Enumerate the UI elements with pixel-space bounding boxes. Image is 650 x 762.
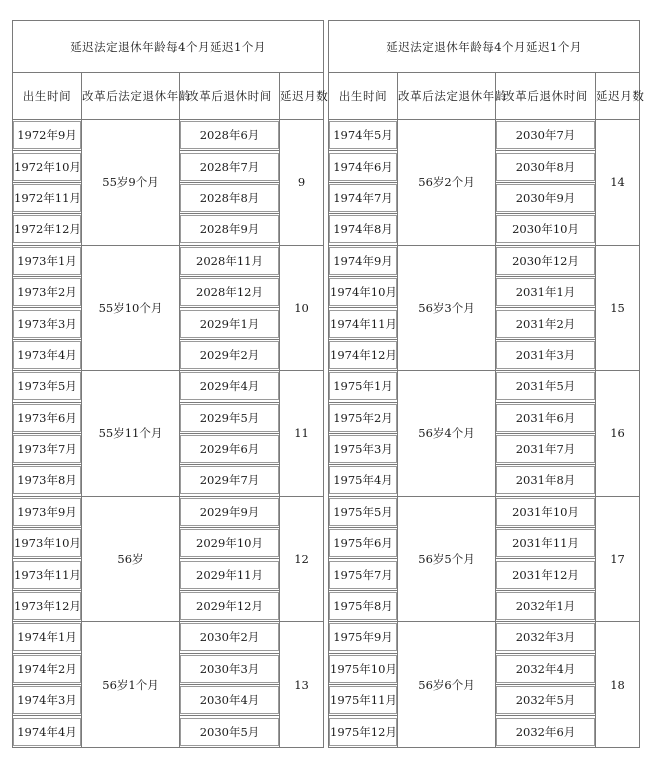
birth-cell bbox=[329, 528, 398, 559]
birth-cell bbox=[329, 214, 398, 245]
retire-cell bbox=[496, 402, 596, 433]
column-header: 改革后退休时间 bbox=[180, 73, 280, 120]
column-header: 出生时间 bbox=[13, 73, 82, 120]
retire-cell bbox=[496, 371, 596, 402]
birth-time: 1975年12月 bbox=[329, 718, 397, 746]
birth-time: 1974年8月 bbox=[329, 215, 397, 243]
birth-time: 1973年9月 bbox=[13, 498, 81, 526]
birth-cell bbox=[13, 371, 82, 402]
retirement-age: 56岁1个月 bbox=[82, 622, 180, 748]
retirement-age: 56岁4个月 bbox=[398, 371, 496, 497]
birth-time: 1973年6月 bbox=[13, 404, 81, 432]
retire-cell bbox=[180, 339, 280, 370]
retirement-time: 2031年11月 bbox=[496, 529, 595, 557]
header-row bbox=[329, 73, 640, 120]
retire-cell bbox=[496, 214, 596, 245]
retire-cell bbox=[496, 339, 596, 370]
delay-months: 12 bbox=[280, 496, 324, 622]
retirement-age: 56岁5个月 bbox=[398, 496, 496, 622]
retirement-time: 2028年11月 bbox=[180, 247, 279, 275]
retirement-delay-table-sheet bbox=[12, 20, 645, 748]
birth-cell bbox=[13, 496, 82, 527]
column-header: 出生时间 bbox=[329, 73, 398, 120]
retirement-time: 2032年4月 bbox=[496, 655, 595, 683]
birth-time: 1973年12月 bbox=[13, 592, 81, 620]
retirement-time: 2031年12月 bbox=[496, 561, 595, 589]
retirement-time: 2028年12月 bbox=[180, 278, 279, 306]
birth-time: 1973年2月 bbox=[13, 278, 81, 306]
right-table bbox=[328, 20, 645, 748]
delay-months: 18 bbox=[596, 622, 640, 748]
retirement-time: 2031年5月 bbox=[496, 372, 595, 400]
birth-time: 1974年1月 bbox=[13, 623, 81, 651]
birth-cell bbox=[13, 653, 82, 684]
column-header: 延迟月数 bbox=[280, 73, 324, 120]
retirement-age: 56岁6个月 bbox=[398, 622, 496, 748]
retirement-time: 2031年10月 bbox=[496, 498, 595, 526]
birth-time: 1975年4月 bbox=[329, 466, 397, 494]
table-row bbox=[329, 371, 640, 402]
birth-cell bbox=[13, 402, 82, 433]
birth-cell bbox=[13, 182, 82, 213]
retire-cell bbox=[496, 559, 596, 590]
retire-cell bbox=[496, 245, 596, 276]
birth-time: 1973年7月 bbox=[13, 435, 81, 463]
birth-cell bbox=[329, 182, 398, 213]
retirement-time: 2028年9月 bbox=[180, 215, 279, 243]
retire-cell bbox=[496, 433, 596, 464]
retire-cell bbox=[496, 685, 596, 716]
title-row bbox=[329, 21, 640, 73]
retire-cell bbox=[496, 276, 596, 307]
retirement-age: 56岁3个月 bbox=[398, 245, 496, 371]
column-header: 延迟月数 bbox=[596, 73, 640, 120]
birth-cell bbox=[13, 716, 82, 747]
left-table bbox=[12, 20, 329, 748]
birth-time: 1974年2月 bbox=[13, 655, 81, 683]
table-row bbox=[329, 120, 640, 151]
column-header: 改革后法定退休年龄 bbox=[82, 73, 180, 120]
table-row bbox=[13, 622, 324, 653]
table-title: 延迟法定退休年龄每4个月延迟1个月 bbox=[13, 21, 324, 73]
birth-cell bbox=[13, 339, 82, 370]
birth-cell bbox=[329, 559, 398, 590]
retire-cell bbox=[180, 120, 280, 151]
table-wrapper bbox=[12, 20, 645, 748]
birth-cell bbox=[329, 622, 398, 653]
birth-time: 1974年4月 bbox=[13, 718, 81, 746]
birth-time: 1972年12月 bbox=[13, 215, 81, 243]
retire-cell bbox=[496, 653, 596, 684]
retire-cell bbox=[180, 308, 280, 339]
birth-cell bbox=[13, 308, 82, 339]
delay-months: 16 bbox=[596, 371, 640, 497]
birth-cell bbox=[329, 308, 398, 339]
retirement-time: 2028年6月 bbox=[180, 121, 279, 149]
retirement-time: 2031年1月 bbox=[496, 278, 595, 306]
birth-time: 1975年2月 bbox=[329, 404, 397, 432]
column-header: 改革后法定退休年龄 bbox=[398, 73, 496, 120]
retirement-time: 2028年7月 bbox=[180, 153, 279, 181]
retire-cell bbox=[496, 528, 596, 559]
retirement-time: 2032年5月 bbox=[496, 686, 595, 714]
header-row bbox=[13, 73, 324, 120]
retire-cell bbox=[180, 590, 280, 621]
retirement-age: 55岁9个月 bbox=[82, 120, 180, 246]
retirement-time: 2030年8月 bbox=[496, 153, 595, 181]
birth-cell bbox=[13, 685, 82, 716]
table-row bbox=[13, 371, 324, 402]
retirement-time: 2029年4月 bbox=[180, 372, 279, 400]
birth-cell bbox=[329, 120, 398, 151]
retirement-time: 2029年7月 bbox=[180, 466, 279, 494]
retirement-time: 2029年1月 bbox=[180, 310, 279, 338]
delay-months: 17 bbox=[596, 496, 640, 622]
retire-cell bbox=[180, 716, 280, 747]
retirement-time: 2030年2月 bbox=[180, 623, 279, 651]
title-row bbox=[13, 21, 324, 73]
retire-cell bbox=[180, 496, 280, 527]
retirement-age: 56岁 bbox=[82, 496, 180, 622]
birth-cell bbox=[13, 214, 82, 245]
retire-cell bbox=[180, 653, 280, 684]
retirement-time: 2029年5月 bbox=[180, 404, 279, 432]
retirement-time: 2029年10月 bbox=[180, 529, 279, 557]
birth-time: 1975年5月 bbox=[329, 498, 397, 526]
birth-cell bbox=[329, 496, 398, 527]
retirement-time: 2030年5月 bbox=[180, 718, 279, 746]
retirement-time: 2031年7月 bbox=[496, 435, 595, 463]
birth-cell bbox=[329, 339, 398, 370]
birth-time: 1973年3月 bbox=[13, 310, 81, 338]
delay-months: 10 bbox=[280, 245, 324, 371]
retirement-age: 55岁10个月 bbox=[82, 245, 180, 371]
retirement-age: 55岁11个月 bbox=[82, 371, 180, 497]
birth-time: 1975年8月 bbox=[329, 592, 397, 620]
retire-cell bbox=[180, 276, 280, 307]
birth-time: 1974年3月 bbox=[13, 686, 81, 714]
retirement-time: 2030年3月 bbox=[180, 655, 279, 683]
birth-time: 1973年11月 bbox=[13, 561, 81, 589]
birth-time: 1975年9月 bbox=[329, 623, 397, 651]
retirement-time: 2031年2月 bbox=[496, 310, 595, 338]
retirement-age: 56岁2个月 bbox=[398, 120, 496, 246]
birth-cell bbox=[13, 528, 82, 559]
retire-cell bbox=[496, 465, 596, 496]
birth-cell bbox=[329, 685, 398, 716]
retirement-time: 2029年2月 bbox=[180, 341, 279, 369]
retire-cell bbox=[496, 182, 596, 213]
retirement-time: 2030年12月 bbox=[496, 247, 595, 275]
birth-time: 1973年10月 bbox=[13, 529, 81, 557]
birth-time: 1974年6月 bbox=[329, 153, 397, 181]
column-header: 改革后退休时间 bbox=[496, 73, 596, 120]
birth-time: 1973年8月 bbox=[13, 466, 81, 494]
birth-time: 1974年11月 bbox=[329, 310, 397, 338]
retire-cell bbox=[180, 465, 280, 496]
birth-cell bbox=[329, 716, 398, 747]
birth-time: 1974年7月 bbox=[329, 184, 397, 212]
birth-cell bbox=[329, 245, 398, 276]
table-row bbox=[13, 120, 324, 151]
birth-cell bbox=[13, 433, 82, 464]
retire-cell bbox=[180, 182, 280, 213]
birth-time: 1974年12月 bbox=[329, 341, 397, 369]
retire-cell bbox=[180, 622, 280, 653]
delay-months: 13 bbox=[280, 622, 324, 748]
retirement-time: 2031年3月 bbox=[496, 341, 595, 369]
birth-time: 1975年7月 bbox=[329, 561, 397, 589]
retirement-time: 2032年6月 bbox=[496, 718, 595, 746]
retire-cell bbox=[496, 120, 596, 151]
table-row bbox=[329, 245, 640, 276]
birth-cell bbox=[329, 465, 398, 496]
birth-time: 1975年11月 bbox=[329, 686, 397, 714]
birth-cell bbox=[329, 653, 398, 684]
retire-cell bbox=[496, 716, 596, 747]
birth-time: 1972年10月 bbox=[13, 153, 81, 181]
birth-cell bbox=[13, 151, 82, 182]
retire-cell bbox=[180, 151, 280, 182]
retirement-time: 2029年9月 bbox=[180, 498, 279, 526]
birth-time: 1975年3月 bbox=[329, 435, 397, 463]
retire-cell bbox=[496, 496, 596, 527]
retire-cell bbox=[180, 433, 280, 464]
retirement-time: 2032年1月 bbox=[496, 592, 595, 620]
birth-cell bbox=[329, 402, 398, 433]
birth-cell bbox=[13, 120, 82, 151]
birth-cell bbox=[13, 276, 82, 307]
retirement-time: 2031年6月 bbox=[496, 404, 595, 432]
birth-cell bbox=[13, 559, 82, 590]
delay-months: 9 bbox=[280, 120, 324, 246]
retire-cell bbox=[180, 371, 280, 402]
birth-cell bbox=[13, 245, 82, 276]
retirement-time: 2030年7月 bbox=[496, 121, 595, 149]
birth-time: 1975年6月 bbox=[329, 529, 397, 557]
retirement-time: 2030年10月 bbox=[496, 215, 595, 243]
birth-time: 1973年1月 bbox=[13, 247, 81, 275]
retirement-time: 2029年11月 bbox=[180, 561, 279, 589]
retire-cell bbox=[180, 245, 280, 276]
birth-cell bbox=[329, 433, 398, 464]
retirement-time: 2030年9月 bbox=[496, 184, 595, 212]
retire-cell bbox=[180, 559, 280, 590]
table-row bbox=[329, 622, 640, 653]
birth-cell bbox=[13, 590, 82, 621]
retirement-time: 2029年12月 bbox=[180, 592, 279, 620]
retirement-time: 2030年4月 bbox=[180, 686, 279, 714]
birth-cell bbox=[13, 622, 82, 653]
birth-cell bbox=[329, 151, 398, 182]
table-row bbox=[329, 496, 640, 527]
birth-time: 1974年10月 bbox=[329, 278, 397, 306]
table-row bbox=[13, 496, 324, 527]
retirement-time: 2028年8月 bbox=[180, 184, 279, 212]
birth-time: 1972年11月 bbox=[13, 184, 81, 212]
birth-time: 1972年9月 bbox=[13, 121, 81, 149]
birth-time: 1973年4月 bbox=[13, 341, 81, 369]
birth-time: 1975年1月 bbox=[329, 372, 397, 400]
delay-months: 11 bbox=[280, 371, 324, 497]
birth-cell bbox=[329, 276, 398, 307]
delay-months: 14 bbox=[596, 120, 640, 246]
table-row bbox=[13, 245, 324, 276]
retire-cell bbox=[496, 622, 596, 653]
retire-cell bbox=[180, 528, 280, 559]
table-title: 延迟法定退休年龄每4个月延迟1个月 bbox=[329, 21, 640, 73]
retirement-time: 2032年3月 bbox=[496, 623, 595, 651]
retire-cell bbox=[496, 151, 596, 182]
birth-time: 1974年9月 bbox=[329, 247, 397, 275]
retire-cell bbox=[180, 214, 280, 245]
birth-cell bbox=[329, 371, 398, 402]
retire-cell bbox=[496, 590, 596, 621]
birth-time: 1973年5月 bbox=[13, 372, 81, 400]
retirement-time: 2029年6月 bbox=[180, 435, 279, 463]
retire-cell bbox=[496, 308, 596, 339]
retire-cell bbox=[180, 685, 280, 716]
birth-time: 1975年10月 bbox=[329, 655, 397, 683]
birth-cell bbox=[13, 465, 82, 496]
delay-months: 15 bbox=[596, 245, 640, 371]
birth-time: 1974年5月 bbox=[329, 121, 397, 149]
retire-cell bbox=[180, 402, 280, 433]
retirement-time: 2031年8月 bbox=[496, 466, 595, 494]
birth-cell bbox=[329, 590, 398, 621]
